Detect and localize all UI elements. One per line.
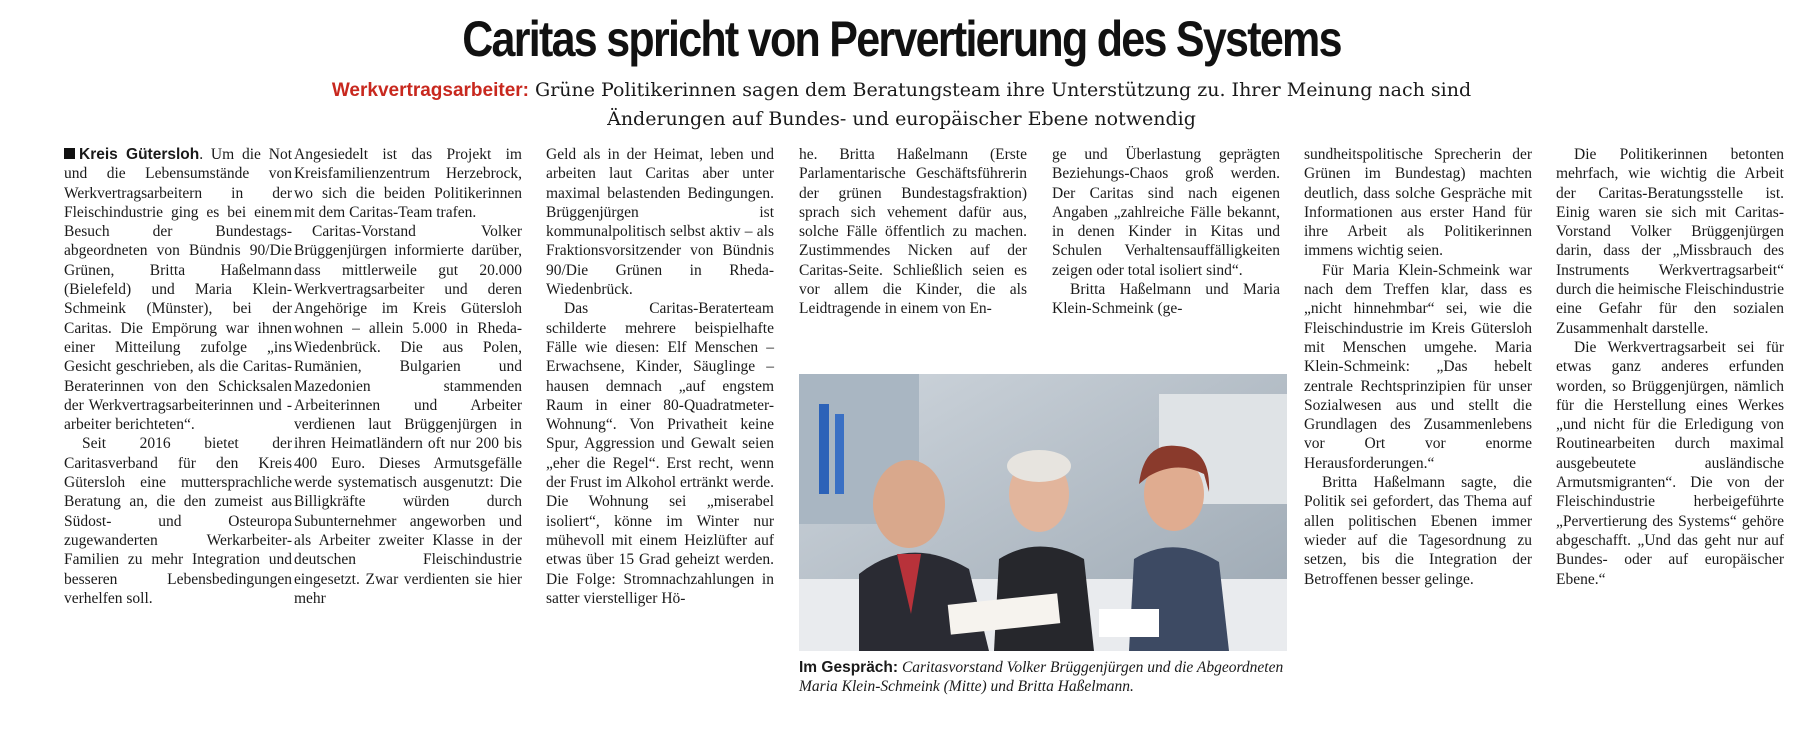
article-photo [799, 374, 1287, 651]
paragraph: ge und Überlastung geprägten Beziehungs-Chaos groß werden. Der Caritas sind nach eigenen Angaben „zahlreiche Fälle bekannt, in denen Kinder in Kitas und Schulen Verhaltensauffälligkeiten zeigen oder total isoliert sind“. [1052, 146, 1280, 279]
paragraph: he. Britta Haßelmann (Erste Parlamentarische Geschäftsführerin der grünen Bundestagsfraktion) sprach sich vehement dafür aus, solche Fälle öffentlich zu machen. Zustimmendes Nicken auf der Caritas-Seite. Schließlich seien es vor allem die Kinder, die als Leidtragende in einem von En- [799, 146, 1027, 318]
paragraph: Für Maria Klein-Schmeink war nach dem Treffen klar, dass es „nicht hinnehmbar“ sei, wie die Fleischindustrie im Kreis Gütersloh mit Menschen umgehe. Maria Klein-Schmeink: „Das hebelt zentrale Rechtsprinzipien für unser Sozialwesen aus und stellt die Grundlagen des Zusammenlebens vor Ort vor enorme Herausforderungen.“ [1304, 261, 1532, 472]
paragraph: sundheitspolitische Sprecherin der Grünen im Bundestag) machten deutlich, dass solche Gespräche mit Informationen aus erster Hand für ihre Arbeit als Politikerinnen immens wichtig seien. [1304, 146, 1532, 260]
subheadline [320, 76, 1483, 133]
paragraph: Geld als in der Heimat, leben und arbeiten laut Caritas aber unter maximal belastenden Bedingungen. Brüggenjürgen ist kommunalpolitisch selbst aktiv – als Fraktionsvorsitzender von Bündnis 90/Die Grünen in Rheda-Wiedenbrück. [546, 146, 774, 299]
article-column-4 [799, 145, 1027, 319]
paragraph: Seit 2016 bietet der Caritasverband für den Kreis Gütersloh eine muttersprachliche Beratung an, die den zumeist aus Südost- und Osteuropa zugewanderten Werkarbeiter-Familien zu mehr Integration und besseren Lebensbedingungen verhelfen soll. [64, 435, 292, 607]
paragraph: Britta Haßelmann sagte, die Politik sei gefordert, das Thema auf allen politischen Ebenen immer wieder auf die Tagesordnung zu setzen, bis die Integration der Betroffenen besser gelinge. [1304, 474, 1532, 588]
paragraph: Britta Haßelmann und Maria Klein-Schmeink (ge- [1052, 281, 1280, 318]
subhead-text: Grüne Politikerinnen sagen dem Beratungsteam ihre Unterstützung zu. Ihrer Meinung nach sind Änderungen auf Bundes- und europäischer Ebene notwendig [528, 79, 1472, 130]
article-column-5 [1052, 145, 1280, 319]
headline: Caritas spricht von Pervertierung des Systems [462, 11, 1341, 67]
paragraph [64, 145, 292, 434]
article-column-6 [1304, 145, 1532, 589]
caption-lead: Im Gespräch: [799, 659, 899, 676]
paragraph: Caritas-Vorstand Volker Brüggenjürgen informierte darüber, dass mittlerweile gut 20.000 Werkvertragsarbeiter und deren Angehörige im Kreis Gütersloh wohnen – allein 5.000 in Rheda-Wiedenbrück. Die aus Polen, Rumänien, Bulgarien und Mazedonien stammenden Arbeiterinnen und Arbeiter verdienen laut Brüggenjürgen in ihren Heimatländern oft nur 200 bis 400 Euro. Dieses Armutsgefälle werde systematisch ausgenutzt: Die Billigkräfte würden durch Subunternehmer angeworben und als Arbeiter zweiter Klasse in der deutschen Fleischindustrie eingesetzt. Zwar verdienten sie hier mehr [294, 223, 522, 607]
paragraph: Angesiedelt ist das Projekt im Kreisfamilienzentrum Herzebrock, wo sich die beiden Politikerinnen mit dem Caritas-Team trafen. [294, 146, 522, 221]
square-bullet-icon [64, 148, 75, 159]
paragraph: Die Werkvertragsarbeit sei für etwas ganz anderes erfunden worden, so Brüggenjürgen, nämlich für die Herstellung eines Werkes „und nicht für die Erledigung von Routinearbeiten durch maximal ausgebeutete ausländische Armutsmigranten“. Die von der Fleischindustrie herbeigeführte „Pervertierung des Systems“ gehöre abgeschafft. „Und das geht nur auf Bundes- oder auf europäischer Ebene.“ [1556, 338, 1784, 588]
meeting-photo-illustration [799, 374, 1287, 651]
article-column-7 [1556, 145, 1784, 589]
paragraph-text: . Um die Not und die Lebensumstände von Werkvertragsarbeitern in der Fleischindustrie ging es bei einem Besuch der Bundestagsabgeordneten von Bündnis 90/Die Grünen, Britta Haßelmann (Bielefeld) und Maria Klein-Schmeink (Münster), bei der Caritas. Die Empörung war ihnen einer Mitteilung zufolge „ins Gesicht geschrieben, als die Caritas-Beraterinnen von den Schicksalen der Werkvertragsarbeiterinnen und -arbeiter berichteten“. [64, 146, 293, 434]
paragraph: Die Politikerinnen betonten mehrfach, wie wichtig die Arbeit der Caritas-Beratungsstelle ist. Einig waren sie sich mit Caritas-Vorstand Volker Brüggenjürgen darin, dass der „Missbrauch des Instruments Werkvertragsarbeit“ durch die heimische Fleischindustrie eine Gefahr für den sozialen Zusammenhalt darstelle. [1556, 146, 1784, 337]
dateline: Kreis Gütersloh [79, 146, 200, 163]
subhead-kicker: Werkvertragsarbeiter: [331, 80, 529, 101]
article-column-2 [294, 145, 522, 608]
caption-text: Caritasvorstand Volker Brüggenjürgen und die Abgeordneten Maria Klein-Schmeink (Mitte) und Britta Haßelmann. [799, 659, 1284, 696]
paragraph: Das Caritas-Beraterteam schilderte mehrere beispielhafte Fälle wie diesen: Elf Menschen – Erwachsene, Kinder, Säuglinge – hausen demnach „auf engstem Raum in einer 80-Quadratmeter-Wohnung“. Von Privatheit keine Spur, Aggression und Gewalt seien „eher die Regel“. Erst recht, wenn der Frust im Alkohol ertränkt werde. Die Wohnung sei „miserabel isoliert“, könne im Winter nur mühevoll mit einem Heizlüfter auf etwas über 15 Grad geheizt werden. Die Folge: Stromnachzahlungen in satter vierstelliger Hö- [546, 300, 774, 607]
article-column-1 [64, 145, 292, 608]
article-column-3 [546, 145, 774, 608]
photo-caption [799, 658, 1287, 697]
